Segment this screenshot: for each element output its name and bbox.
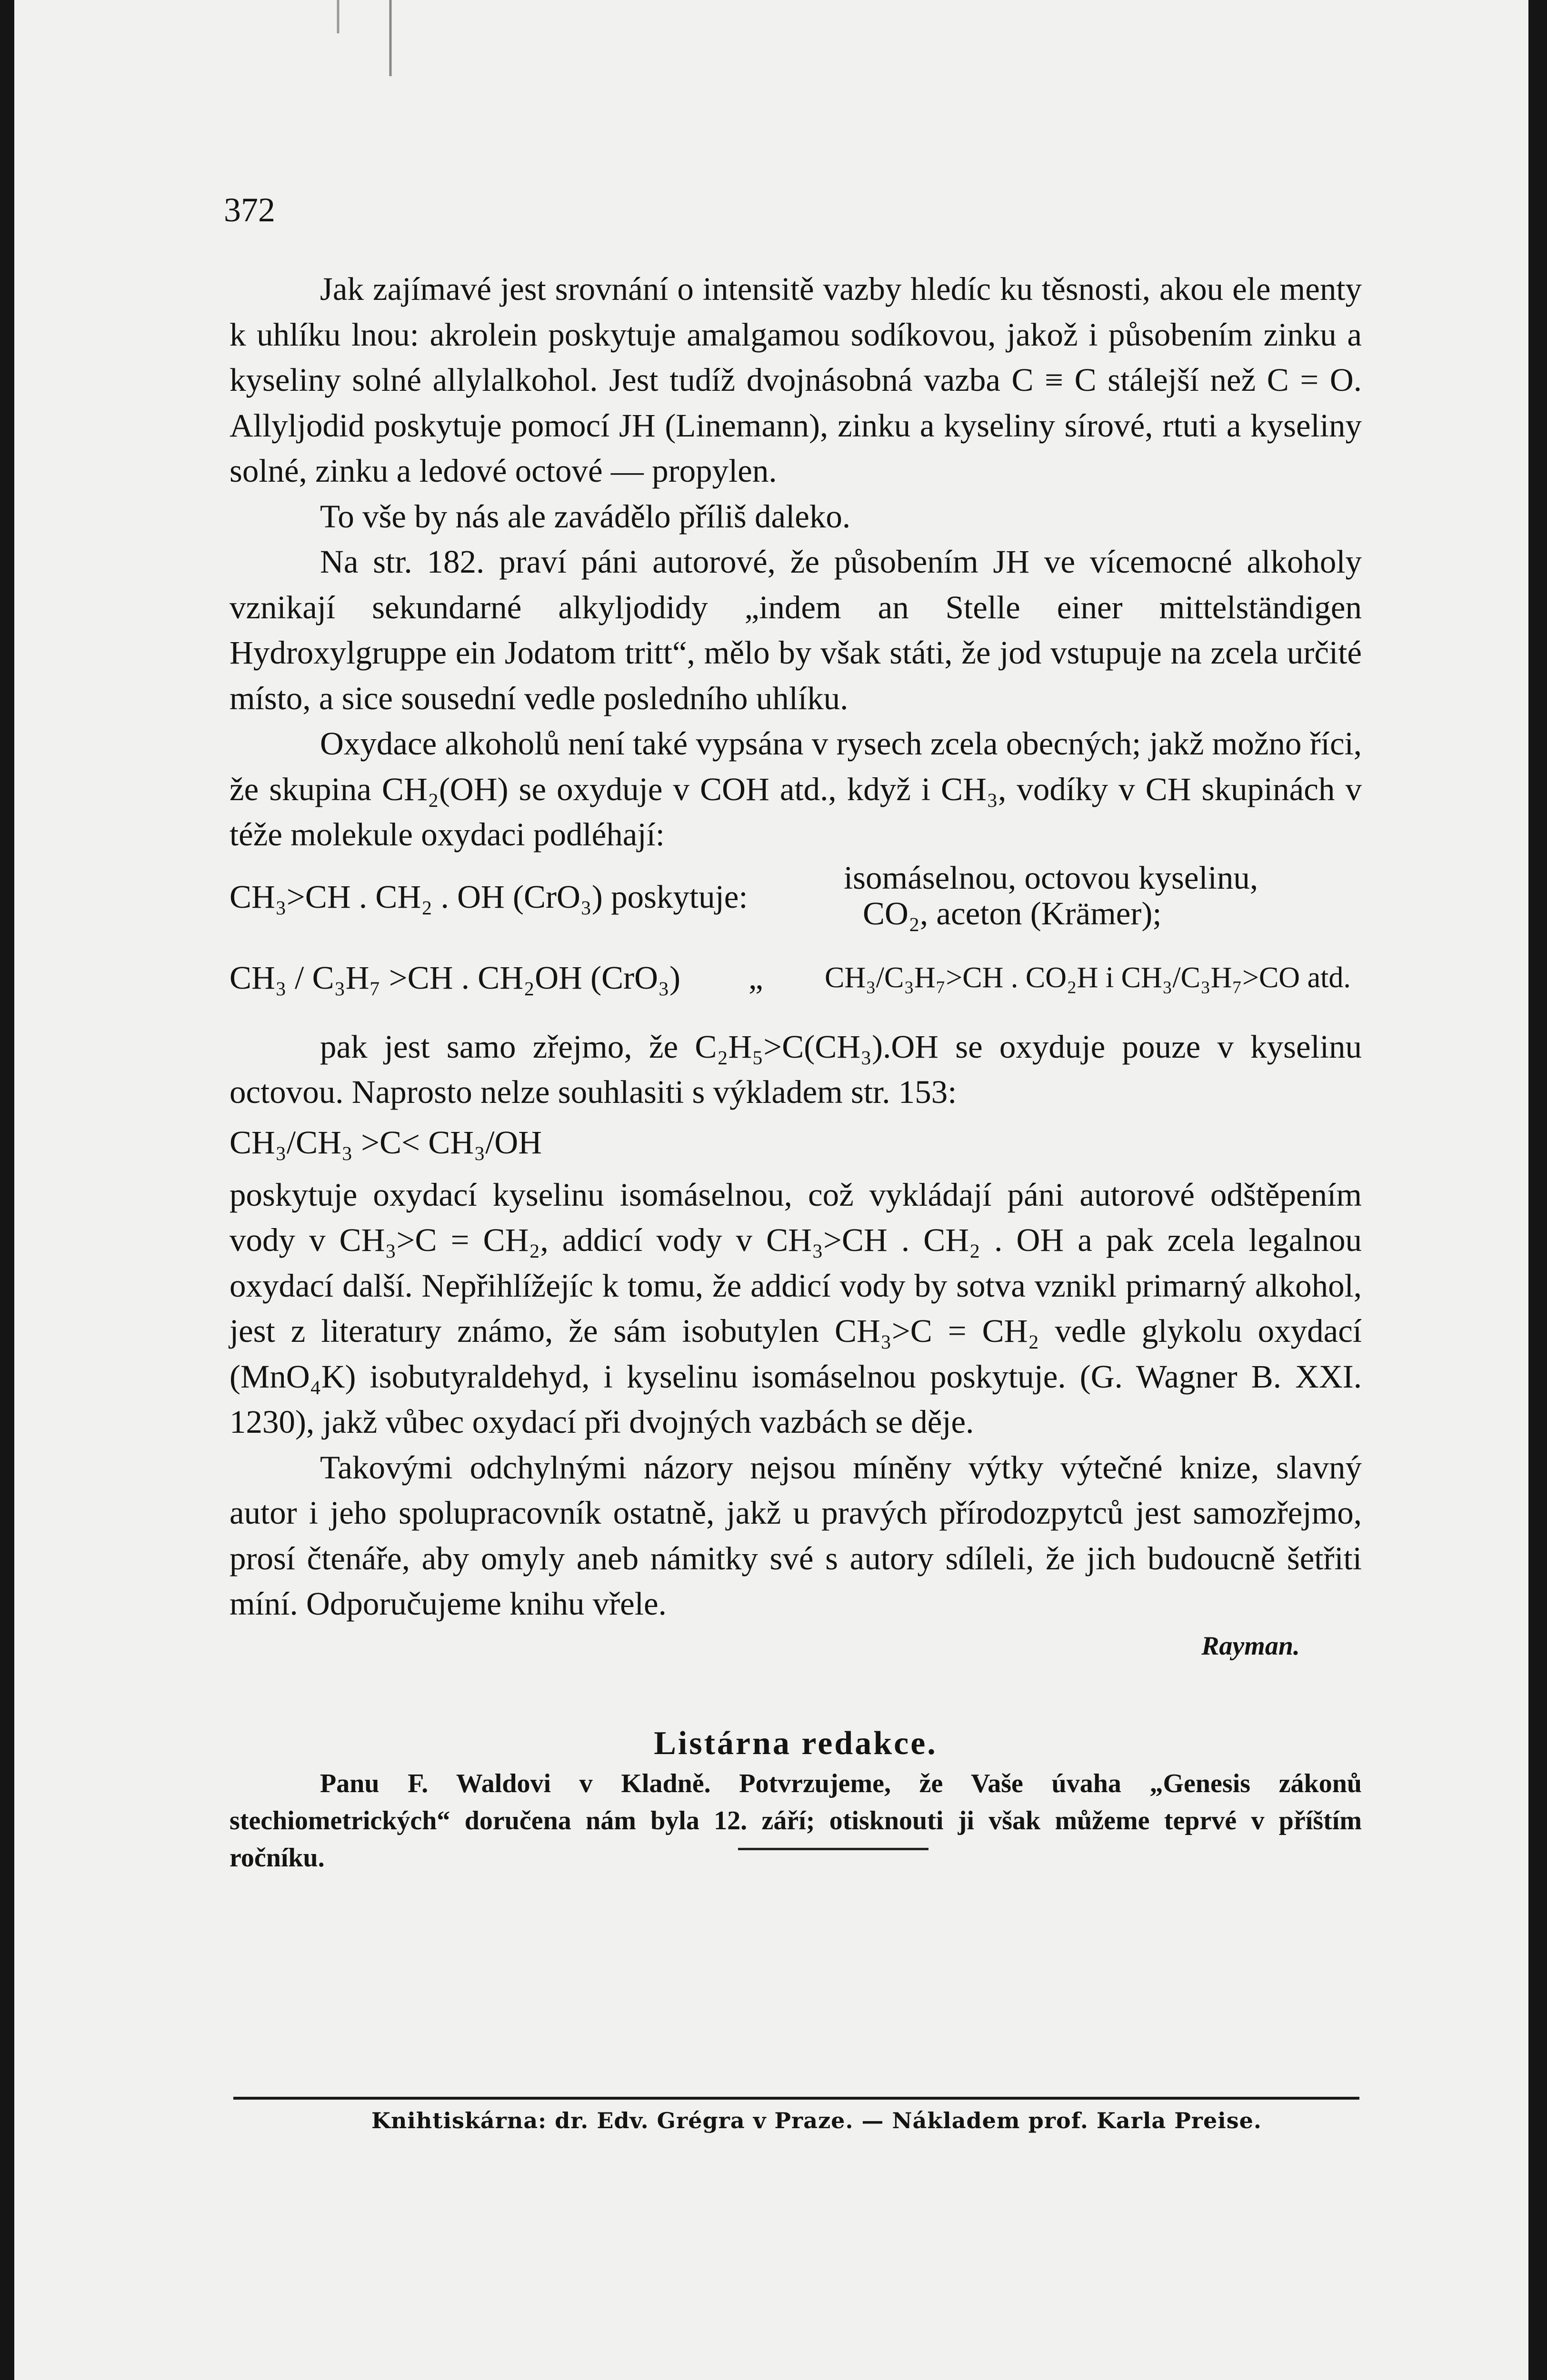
formula-2-left: CH₃ / C₃H₇ >CH . CH₂OH (CrO₃) [230,959,680,996]
separator-short [738,1848,928,1850]
formula-1-right-bottom: CO₂, aceton (Krämer); [863,895,1162,932]
paragraph-4: Oxydace alkoholů není také vypsána v rysech zcela obecných; jakž možno říci, že skupina CH₂(OH) se oxyduje v COH atd., když i CH₃, vodíky v CH skupinách v téže molekule oxydaci podléhají: [230,725,1362,853]
printer-imprint: Knihtiskárna: dr. Edv. Grégra v Praze. — Nákladem prof. Karla Preise. [371,2108,1262,2133]
formula-1 [230,858,1362,941]
section-heading: Listárna redakce. [654,1725,938,1762]
formula-1-right-top: isomáselnou, octovou kyselinu, [844,859,1258,896]
formula-2-right: CH₃/C₃H₇>CH . CO₂H i CH₃/C₃H₇>CO atd. [825,961,1351,994]
page-number: 372 [224,191,275,229]
paragraph-3: Na str. 182. praví páni autorové, že působením JH ve vícemocné alkoholy vznikají sekundarné alkyljodidy „indem an Stelle einer mittelständigen Hydroxylgruppe ein Jodatom tritt“, mělo by však státi, že jod vstupuje na zcela určité místo, a sice sousední vedle posledního uhlíku. [230,544,1362,716]
article-body [230,267,1362,1876]
paragraph-1: Jak zajímavé jest srovnání o intensitě vazby hledíc ku těsnosti, akou ele menty k uhlíku lnou: akrolein poskytuje amalgamou sodíkovou, jakož i působením zinku a kyseliny solné allylalkohol. Jest tudíž dvojnásobná vazba C ≡ C stálejší než C = O. Allyljodid poskytuje pomocí JH (Linemann), zinku a kyseliny sírové, rtuti a kyseliny solné, zinku a ledové octové — propylen. [230,271,1362,489]
footer-rule [233,2097,1359,2100]
formula-1-left: CH₃>CH . CH₂ . OH (CrO₃) poskytuje: [230,878,748,915]
signature: Rayman. [1201,1631,1300,1661]
formula-3 [230,1115,1362,1172]
formula-2 [230,941,1362,1024]
paragraph-7: Takovými odchylnými názory nejsou míněny výtky výtečné knize, slavný autor i jeho spolupracovník ostatně, jakž u pravých přírodozpytců jest samozřejmo, prosí čtenáře, aby omyly aneb námitky své s autory sdíleli, že jich budoucně šetřiti míní. Odporučujeme knihu vřele. [230,1449,1362,1622]
formula-2-ditto: „ [749,959,763,996]
paragraph-6: poskytuje oxydací kyselinu isomáselnou, což vykládají páni autorové odštěpením vody v CH₃>C = CH₂, addicí vody v CH₃>CH . CH₂ . OH a pak zcela legalnou oxydací další. Nepřihlížejíc k tomu, že addicí vody by sotva vznikl primarný alkohol, jest z literatury známo, že sám isobutylen CH₃>C = CH₂ vedle glykolu oxydací (MnO₄K) isobutyraldehyd, i kyselinu isomáselnou poskytuje. (G. Wagner B. XXI. 1230), jakž vůbec oxydací při dvojných vazbách se děje. [230,1176,1362,1440]
paragraph-2: To vše by nás ale zavádělo příliš daleko. [320,498,851,535]
formula-3-text: CH₃/CH₃ >C< CH₃/OH [230,1124,542,1160]
editorial-notice: Panu F. Waldovi v Kladně. Potvrzujeme, že Vaše úvaha „Genesis zákonů stechiometrických“ doručena nám byla 12. září; otisknouti ji však můžeme teprvé v příštím ročníku. [230,1768,1362,1873]
paragraph-5: pak jest samo zřejmo, že C₂H₅>C(CH₃).OH se oxyduje pouze v kyselinu octovou. Naprosto nelze souhlasiti s výkladem str. 153: [230,1028,1362,1110]
crop-marks [319,0,395,81]
